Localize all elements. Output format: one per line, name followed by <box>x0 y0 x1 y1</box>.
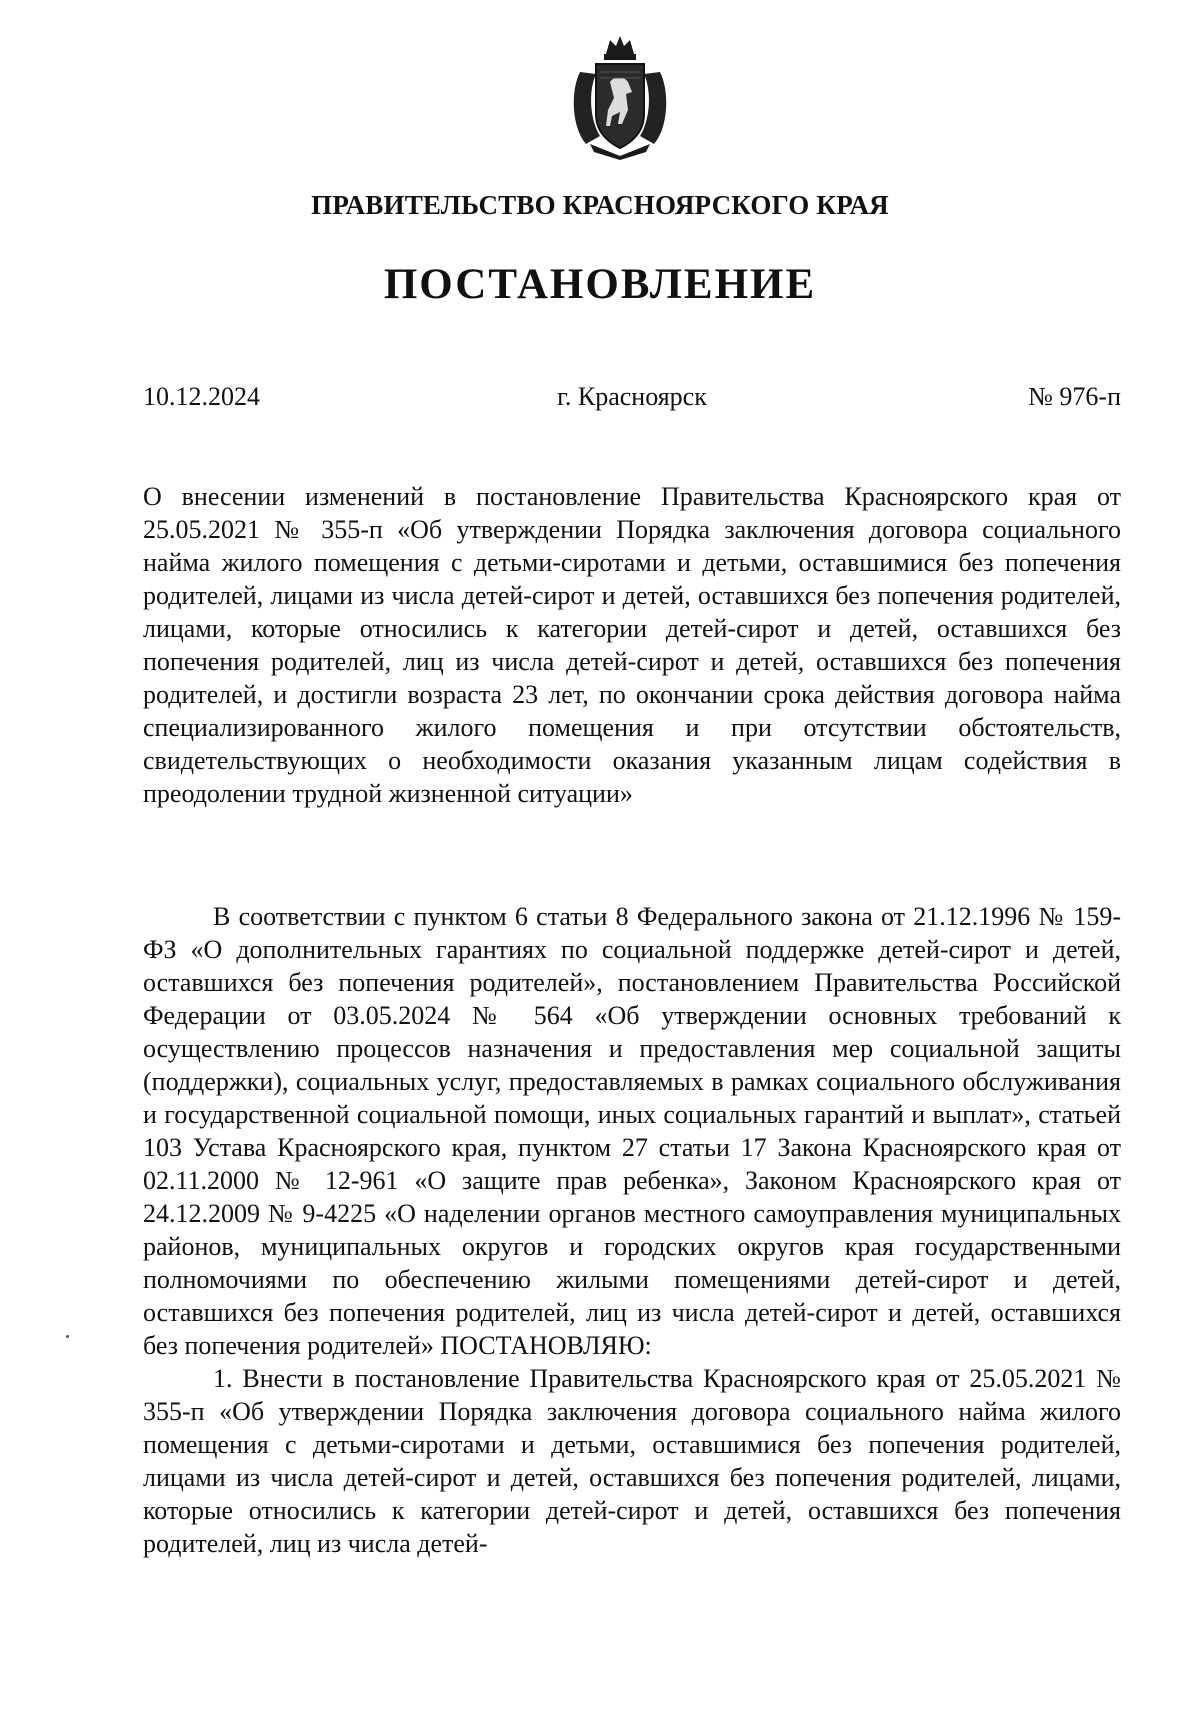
scan-speck <box>66 1335 69 1338</box>
document-type-title: ПОСТАНОВЛЕНИЕ <box>383 261 817 308</box>
document-city: г. Красноярск <box>557 382 707 411</box>
subject-text: О внесении изменений в постановление Правительства Красноярского края от 25.05.2021 № 355-п «Об утверждении Порядка заключения договора социального найма жилого помещения с детьми-сиротами и детьми, оставшимися без попечения родителей, лицами из числа детей-сирот и детей, оставшихся без попечения родителей, лицами, которые относились к категории детей-сирот и детей, оставшихся без попечения родителей, лиц из числа детей-сирот и детей, оставшихся без попечения родителей, и достигли возраста 23 лет, по окончании срока действия договора найма специализированного жилого помещения и при отсутствии обстоятельств, свидетельствующих о необходимости оказания указанным лицам содействия в преодолении трудной жизненной ситуации» <box>143 482 1121 808</box>
document-date: 10.12.2024 <box>143 382 260 411</box>
krasnoyarsk-krai-coat-of-arms-icon <box>566 32 674 160</box>
organization-name: ПРАВИТЕЛЬСТВО КРАСНОЯРСКОГО КРАЯ <box>311 190 889 220</box>
document-body <box>143 900 1121 1560</box>
item-1-paragraph: 1. Внести в постановление Правительства Красноярского края от 25.05.2021 № 355-п «Об утверждении Порядка заключения договора социального найма жилого помещения с детьми-сиротами и детьми, оставшимися без попечения родителей, лицами из числа детей-сирот и детей, оставшихся без попечения родителей, лицами, которые относились к категории детей-сирот и детей, оставшихся без попечения родителей, лиц из числа детей- <box>143 1364 1121 1558</box>
preamble-paragraph: В соответствии с пунктом 6 статьи 8 Федерального закона от 21.12.1996 № 159-ФЗ «О дополнительных гарантиях по социальной поддержке детей-сирот и детей, оставшихся без попечения родителей», постановлением Правительства Российской Федерации от 03.05.2024 № 564 «Об утверждении основных требований к осуществлению процессов назначения и предоставления мер социальной защиты (поддержки), социальных услуг, предоставляемых в рамках социального обслуживания и государственной социальной помощи, иных социальных гарантий и выплат», статьей 103 Устава Красноярского края, пунктом 27 статьи 17 Закона Красноярского края от 02.11.2000 № 12-961 «О защите прав ребенка», Законом Красноярского края от 24.12.2009 № 9-4225 «О наделении органов местного самоуправления муниципальных районов, муниципальных округов и городских округов края государственными полномочиями по обеспечению жилыми помещениями детей-сирот и детей, оставшихся без попечения родителей, лиц из числа детей-сирот и детей, оставшихся без попечения родителей» ПОСТАНОВЛЯЮ: <box>143 902 1121 1360</box>
document-subject-title <box>143 480 1121 810</box>
document-number: № 976-п <box>1028 382 1121 411</box>
